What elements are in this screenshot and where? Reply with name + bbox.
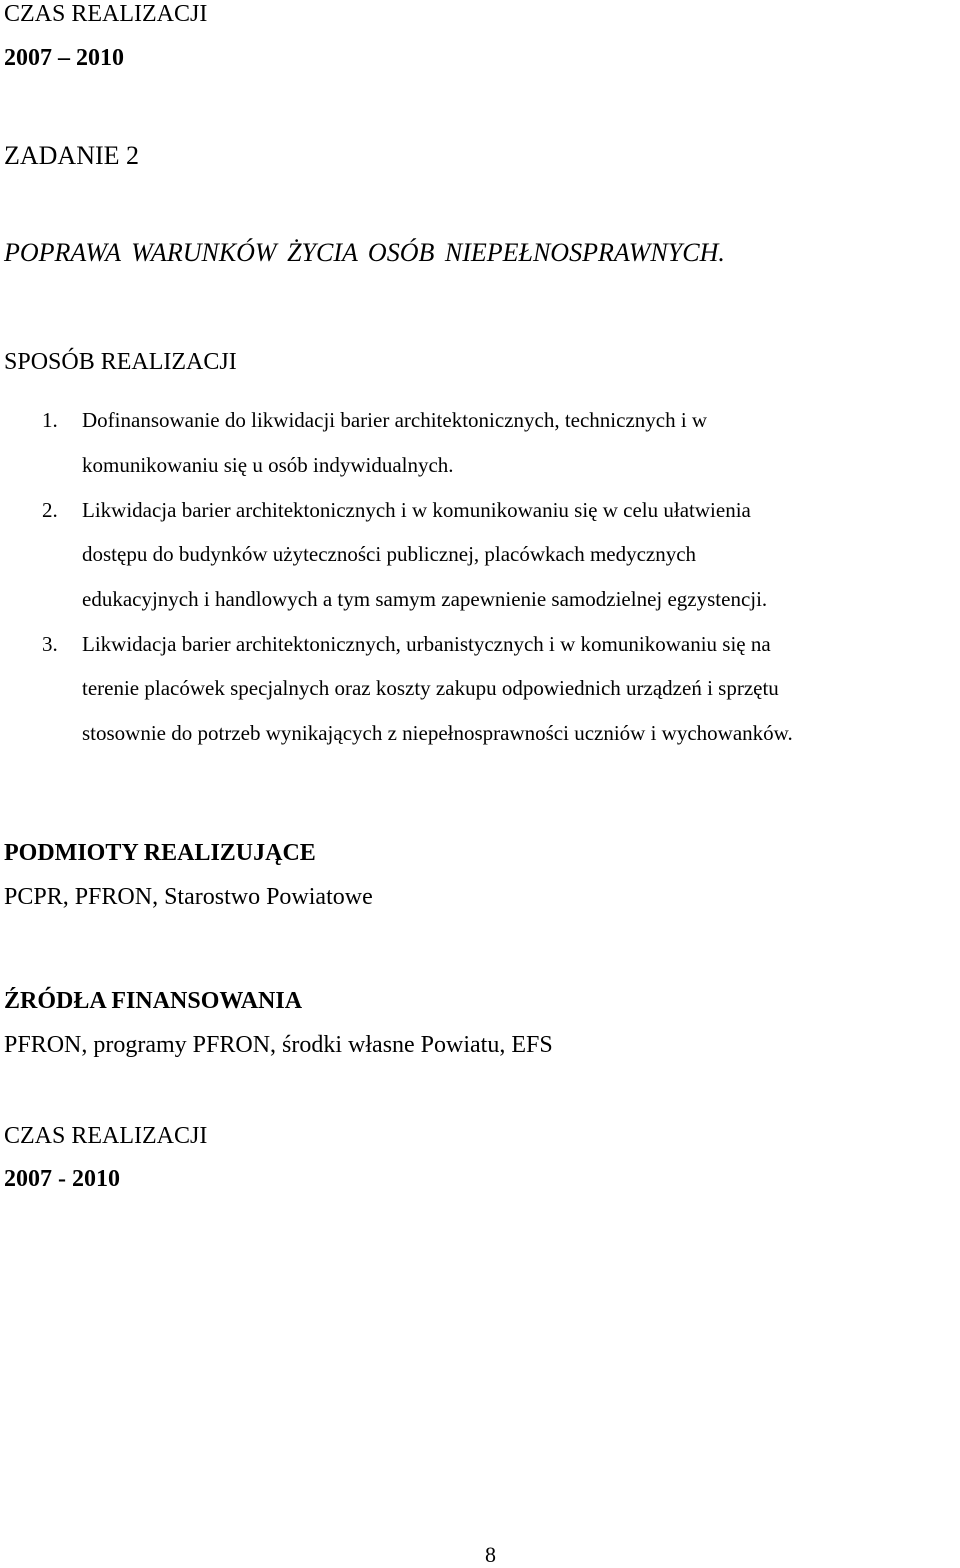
method-heading: SPOSÓB REALIZACJI xyxy=(4,349,237,375)
task-subtitle: POPRAWA WARUNKÓW ŻYCIA OSÓB NIEPEŁNOSPRAWNYCH. xyxy=(4,238,725,267)
list-item-line: Likwidacja barier architektonicznych, urbanistycznych i w komunikowaniu się na xyxy=(82,632,771,656)
entities-heading: PODMIOTY REALIZUJĄCE xyxy=(4,840,316,866)
task-title: ZADANIE 2 xyxy=(4,141,140,170)
time-value: 2007 - 2010 xyxy=(4,1166,120,1192)
list-item-number: 3. xyxy=(42,632,58,656)
entities-value: PCPR, PFRON, Starostwo Powiatowe xyxy=(4,884,373,910)
list-item-line: komunikowaniu się u osób indywidualnych. xyxy=(82,453,454,477)
list-item-number: 2. xyxy=(42,498,58,522)
funding-heading: ŹRÓDŁA FINANSOWANIA xyxy=(4,988,303,1014)
list-item-line: stosownie do potrzeb wynikających z niepełnosprawności uczniów i wychowanków. xyxy=(82,721,793,745)
page-number: 8 xyxy=(485,1542,496,1567)
time-heading: CZAS REALIZACJI xyxy=(4,1123,208,1149)
funding-value: PFRON, programy PFRON, środki własne Powiatu, EFS xyxy=(4,1032,553,1058)
time-heading: CZAS REALIZACJI xyxy=(4,1,208,27)
time-value: 2007 – 2010 xyxy=(4,45,124,71)
list-item-line: terenie placówek specjalnych oraz koszty zakupu odpowiednich urządzeń i sprzętu xyxy=(82,676,779,700)
list-item-line: Dofinansowanie do likwidacji barier architektonicznych, technicznych i w xyxy=(82,408,708,432)
list-item-line: dostępu do budynków użyteczności publicznej, placówkach medycznych xyxy=(82,542,697,566)
list-item-line: Likwidacja barier architektonicznych i w komunikowaniu się w celu ułatwienia xyxy=(82,498,751,522)
list-item-line: edukacyjnych i handlowych a tym samym zapewnienie samodzielnej egzystencji. xyxy=(82,587,768,611)
list-item-number: 1. xyxy=(42,408,58,432)
